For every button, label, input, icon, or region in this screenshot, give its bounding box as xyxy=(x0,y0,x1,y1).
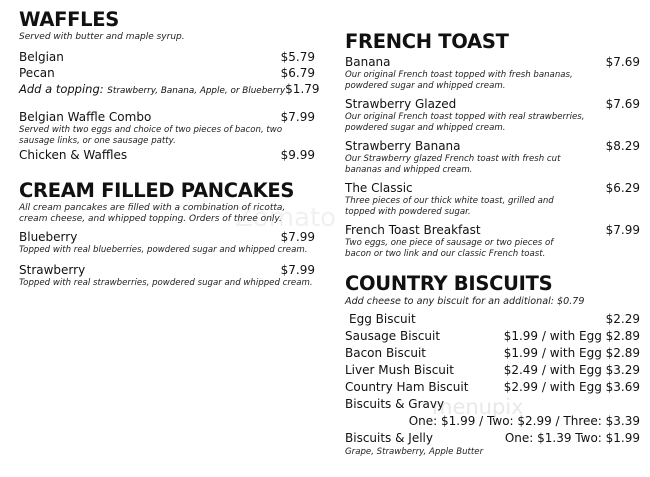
pancakes-note: All cream pancakes are filled with a combination of ricotta, cream cheese, and whipped topping. Orders of three only. xyxy=(19,203,286,224)
item-desc: Topped with real blueberries, powdered sugar and whipped cream. xyxy=(19,245,308,255)
menu-item-strawberry-banana xyxy=(345,138,640,154)
item-desc: Served with two eggs and choice of two pieces of bacon, two sausage links, or one sausage patty. xyxy=(19,125,283,146)
menu-item-biscuits-jelly xyxy=(345,430,640,447)
item-price: $2.29 xyxy=(605,312,640,326)
pancakes-heading: CREAM FILLED PANCAKES xyxy=(19,179,295,202)
watermark-center: Zomato xyxy=(235,203,337,233)
menu-item-the-classic xyxy=(345,180,640,196)
item-name: French Toast Breakfast xyxy=(345,223,481,237)
item-name: Liver Mush Biscuit xyxy=(345,363,454,377)
item-price: $1.99 / with Egg $2.89 xyxy=(503,329,640,343)
french-toast-heading: FRENCH TOAST xyxy=(345,30,509,53)
menu-item-country-ham-biscuit xyxy=(345,379,640,396)
menu-item-sausage-biscuit xyxy=(345,328,640,345)
item-name: Belgian xyxy=(19,50,64,64)
menu-item-waffle-combo xyxy=(19,109,315,125)
item-name: Blueberry xyxy=(19,230,78,244)
left-column xyxy=(19,8,320,289)
item-desc: Grape, Strawberry, Apple Butter xyxy=(345,447,484,457)
waffles-note: Served with butter and maple syrup. xyxy=(19,32,185,42)
menu-item-banana xyxy=(345,54,640,70)
biscuits-heading: COUNTRY BISCUITS xyxy=(345,272,553,295)
item-desc: Three pieces of our thick white toast, grilled and topped with powdered sugar. xyxy=(345,196,554,217)
item-name: Egg Biscuit xyxy=(349,312,416,326)
item-price: One: $1.39 Two: $1.99 xyxy=(504,431,640,445)
item-price: $7.99 xyxy=(280,110,315,124)
item-name: Sausage Biscuit xyxy=(345,329,441,343)
item-desc: Two eggs, one piece of sausage or two pieces of bacon or two link and our classic French toast. xyxy=(345,238,554,259)
item-price: $9.99 xyxy=(280,148,315,162)
item-price: $6.29 xyxy=(605,181,640,195)
item-price: $7.69 xyxy=(605,55,640,69)
item-name: Chicken & Waffles xyxy=(19,148,128,162)
gravy-price: One: $1.99 / Two: $2.99 / Three: $3.39 xyxy=(408,414,640,428)
topping-choices: Strawberry, Banana, Apple, or Blueberry xyxy=(107,86,286,96)
menu-item-liver-mush-biscuit xyxy=(345,362,640,379)
item-price: $1.79 xyxy=(285,82,320,96)
topping-label: Add a topping: xyxy=(19,82,104,96)
biscuits-note: Add cheese to any biscuit for an additional: $0.79 xyxy=(345,296,585,307)
item-name: Belgian Waffle Combo xyxy=(19,110,152,124)
item-price: $7.69 xyxy=(605,97,640,111)
right-column xyxy=(345,30,640,458)
item-desc: Our original French toast topped with real strawberries, powdered sugar and whipped cream. xyxy=(345,112,585,133)
menu-item-belgian xyxy=(19,49,315,65)
menu-item-strawberry-glazed xyxy=(345,96,640,112)
item-price: $1.99 / with Egg $2.89 xyxy=(503,346,640,360)
menu-item-pecan xyxy=(19,65,315,81)
menu-item-french-toast-breakfast xyxy=(345,222,640,238)
item-price: $7.99 xyxy=(280,230,315,244)
item-name: Strawberry Banana xyxy=(345,139,461,153)
item-price: $6.79 xyxy=(280,66,315,80)
item-price: $5.79 xyxy=(280,50,315,64)
item-desc: Our original French toast topped with fresh bananas, powdered sugar and whipped cream. xyxy=(345,70,573,91)
item-name: Biscuits & Gravy xyxy=(345,397,445,411)
topping-line xyxy=(19,81,285,99)
item-price: $2.99 / with Egg $3.69 xyxy=(503,380,640,394)
item-name: Strawberry Glazed xyxy=(345,97,457,111)
item-price: $7.99 xyxy=(280,263,315,277)
item-name: Bacon Biscuit xyxy=(345,346,427,360)
menu-item-biscuits-gravy xyxy=(345,396,640,413)
item-name: The Classic xyxy=(345,181,413,195)
item-price: $8.29 xyxy=(605,139,640,153)
item-desc: Topped with real strawberries, powdered sugar and whipped cream. xyxy=(19,278,313,288)
menu-item-chicken-waffles xyxy=(19,147,315,163)
menu-item-bacon-biscuit xyxy=(345,345,640,362)
item-price: $7.99 xyxy=(605,223,640,237)
menu-item-strawberry xyxy=(19,262,315,278)
item-name: Banana xyxy=(345,55,391,69)
menu-item-egg-biscuit xyxy=(345,311,640,328)
menu-item-topping xyxy=(19,81,320,99)
waffles-heading: WAFFLES xyxy=(19,8,120,31)
item-price: $2.49 / with Egg $3.29 xyxy=(503,363,640,377)
item-name: Biscuits & Jelly xyxy=(345,431,433,445)
item-desc: Our Strawberry glazed French toast with fresh cut bananas and whipped cream. xyxy=(345,154,561,175)
watermark-menupix: menupix xyxy=(432,395,524,419)
item-name: Strawberry xyxy=(19,263,86,277)
item-name: Country Ham Biscuit xyxy=(345,380,469,394)
item-name: Pecan xyxy=(19,66,55,80)
menu-item-blueberry xyxy=(19,229,315,245)
